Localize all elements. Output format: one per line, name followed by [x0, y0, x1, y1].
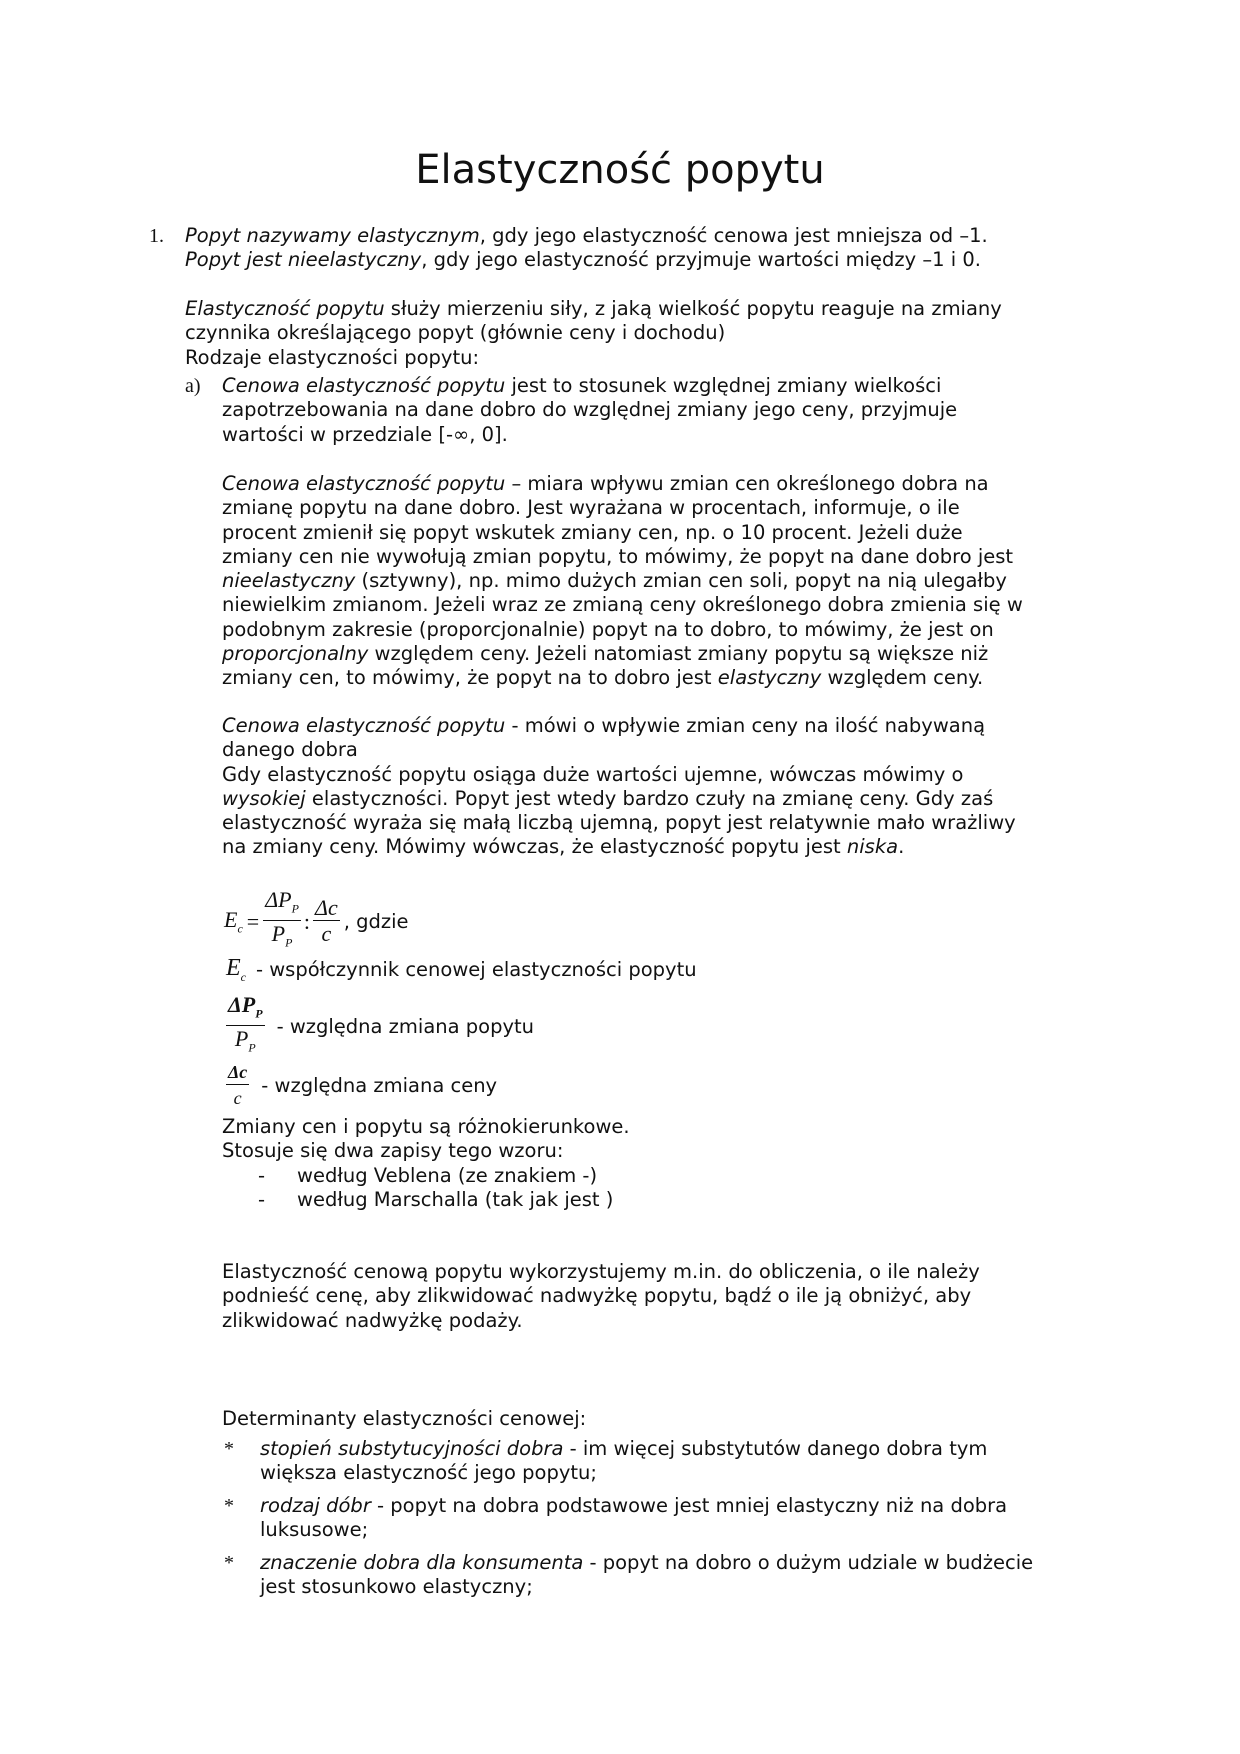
- text-line: [260, 1575, 1033, 1599]
- price-elasticity-definition: [222, 374, 957, 447]
- text-line: [222, 1284, 980, 1308]
- text-run: Elastyczność cenową popytu wykorzystujemy m.in. do obliczenia, o ile należy: [222, 1260, 980, 1283]
- text-run: większa elastyczność jego popytu;: [260, 1461, 597, 1485]
- measure-paragraph: [222, 472, 1023, 691]
- emphasized-text: Popyt jest nieelastyczny: [185, 248, 422, 272]
- text-run: niewielkim zmianom. Jeżeli wraz ze zmianą ceny określonego dobra zmienia się w: [222, 593, 1023, 617]
- emphasized-text: znaczenie dobra dla konsumenta: [260, 1551, 584, 1574]
- subscript-c: c: [237, 921, 243, 936]
- usage-paragraph: [222, 1260, 980, 1333]
- text-line: [222, 666, 1023, 690]
- equals-sign: =: [246, 908, 260, 934]
- text-line: [222, 618, 1023, 642]
- text-line: [260, 1494, 1007, 1518]
- dash-marker: -: [258, 1164, 266, 1187]
- bullet-item: [260, 1437, 987, 1486]
- text-line: [260, 1461, 987, 1485]
- dash-item: [258, 1188, 613, 1212]
- text-run: zlikwidować nadwyżkę podaży.: [222, 1308, 523, 1332]
- emphasized-text: Popyt nazywamy elastycznym: [185, 224, 480, 247]
- delta-c: Δc: [315, 895, 338, 921]
- emphasized-text: stopień substytucyjności dobra: [260, 1437, 564, 1460]
- emphasized-text: Elastyczność popytu: [185, 297, 385, 320]
- emphasized-text: Cenowa elastyczność popytu: [222, 714, 506, 737]
- delta-p: ΔP: [228, 992, 256, 1017]
- emphasized-text: proporcjonalny: [222, 642, 369, 666]
- text-run: zmiany cen, to mówimy, że popyt na to dobro jest: [222, 666, 718, 690]
- colon: :: [303, 908, 311, 934]
- bullet-marker: *: [224, 1438, 234, 1460]
- text-line: [222, 642, 1023, 666]
- bullet-marker: *: [224, 1552, 234, 1574]
- text-run: zmiany cen nie wywołują zmian popytu, to mówimy, że popyt na dane dobro jest: [222, 544, 1014, 568]
- text-line: [222, 472, 1023, 496]
- text-line: [260, 1437, 987, 1461]
- list-number: 1.: [149, 225, 164, 247]
- text-line: [222, 787, 1016, 811]
- text-line: [222, 1115, 630, 1139]
- text-run: służy mierzeniu siły, z jaką wielkość popytu reaguje na zmiany: [384, 297, 1002, 320]
- text-run: względem ceny.: [821, 666, 984, 690]
- text-line: [185, 248, 988, 272]
- text-line: [222, 1139, 630, 1163]
- symbol-e: E: [224, 907, 238, 933]
- text-run: - im więcej substytutów danego dobra tym: [563, 1437, 988, 1460]
- p: P: [234, 1026, 249, 1052]
- text-line: [185, 224, 988, 248]
- c: c: [233, 1088, 242, 1108]
- intro-paragraph: [185, 297, 1002, 370]
- text-line: [260, 1551, 1033, 1575]
- direction-paragraph: [222, 1115, 630, 1164]
- bullet-marker: *: [224, 1495, 234, 1517]
- formula-e: [224, 907, 243, 936]
- text-line: [222, 738, 1016, 762]
- text-run: zmianę popytu na dane dobro. Jest wyrażana w procentach, informuje, o ile: [222, 496, 960, 520]
- heading-text: Determinanty elastyczności cenowej:: [222, 1407, 587, 1430]
- fraction-price: [313, 896, 340, 947]
- legend-price: [226, 1060, 497, 1111]
- text-run: Gdy elastyczność popytu osiąga duże wartości ujemne, wówczas mówimy o: [222, 762, 964, 786]
- text-run: - mówi o wpływie zmian ceny na ilość nabywaną: [505, 714, 986, 737]
- legend-demand: [226, 993, 534, 1061]
- text-line: [222, 811, 1016, 835]
- text-run: - popyt na dobra podstawowe jest mniej elastyczny niż na dobra: [370, 1494, 1008, 1517]
- emphasized-text: rodzaj dóbr: [260, 1494, 371, 1517]
- text-run: (sztywny), np. mimo dużych zmian cen soli, popyt na nią ulegałby: [355, 569, 1007, 593]
- determinants-heading: [222, 1407, 586, 1431]
- text-line: [185, 346, 1002, 370]
- text-line: [222, 398, 957, 422]
- text-line: [185, 321, 1002, 345]
- text-run: elastyczności. Popyt jest wtedy bardzo czuły na zmianę ceny. Gdy zaś: [305, 786, 994, 810]
- elasticity-formula: [224, 888, 409, 956]
- text-run: względem ceny. Jeżeli natomiast zmiany popytu są większe niż: [368, 642, 989, 666]
- subscript-p: P: [248, 1040, 256, 1055]
- legend-text: - względna zmiana popytu: [276, 1015, 535, 1039]
- fraction-demand: [263, 888, 301, 956]
- text-line: [222, 1260, 980, 1284]
- subscript-c: c: [240, 969, 246, 984]
- text-line: [222, 835, 1016, 859]
- delta-p: ΔP: [265, 887, 292, 912]
- text-run: Zmiany cen i popytu są różnokierunkowe.: [222, 1115, 630, 1138]
- text-run: , gdy jego elastyczność cenowa jest mniejsza od –1.: [479, 224, 988, 247]
- text-line: [185, 297, 1002, 321]
- emphasized-text: Cenowa elastyczność popytu: [222, 472, 506, 495]
- text-run: – miara wpływu zmian cen określonego dobra na: [505, 472, 989, 495]
- text-run: podnieść cenę, aby zlikwidować nadwyżkę popytu, bądź o ile ją obniżyć, aby: [222, 1284, 972, 1308]
- text-run: jest stosunkowo elastyczny;: [260, 1575, 533, 1599]
- text-run: zapotrzebowania na dane dobro do względnej zmiany jego ceny, przyjmuje: [222, 398, 958, 422]
- dash-text: według Veblena (ze znakiem -): [297, 1164, 598, 1187]
- text-run: , gdy jego elastyczność przyjmuje wartości między –1 i 0.: [421, 248, 981, 272]
- emphasized-text: elastyczny: [717, 666, 822, 690]
- text-line: [222, 374, 957, 398]
- emphasized-text: Cenowa elastyczność popytu: [222, 374, 506, 397]
- subscript-p: P: [285, 935, 293, 950]
- formula-gdzie: , gdzie: [343, 910, 409, 934]
- text-line: [222, 569, 1023, 593]
- text-run: wartości w przedziale [-∞, 0].: [222, 422, 508, 446]
- page-title: Elastyczność popytu: [415, 147, 825, 193]
- text-run: na zmiany ceny. Mówimy wówczas, że elastyczność popytu jest: [222, 835, 847, 859]
- bullet-item: [260, 1494, 1007, 1543]
- effect-paragraph: [222, 714, 1016, 860]
- text-run: jest to stosunek względnej zmiany wielkości: [505, 374, 942, 397]
- symbol-e: E: [226, 955, 241, 981]
- bullet-item: [260, 1551, 1033, 1600]
- text-run: luksusowe;: [260, 1518, 369, 1542]
- emphasized-text: nieelastyczny: [222, 569, 356, 593]
- text-line: [222, 763, 1016, 787]
- text-run: czynnika określającego popyt (głównie ceny i dochodu): [185, 321, 726, 345]
- definition-paragraph: [185, 224, 988, 273]
- text-run: procent zmienił się popyt wskutek zmiany cen, np. o 10 procent. Jeżeli duże: [222, 520, 963, 544]
- text-line: [222, 593, 1023, 617]
- p: P: [271, 921, 286, 947]
- text-line: [222, 423, 957, 447]
- text-run: elastyczność wyraża się małą liczbą ujemną, popyt jest relatywnie mało wrażliwy: [222, 811, 1016, 835]
- text-line: [222, 714, 1016, 738]
- text-line: [222, 1309, 980, 1333]
- text-line: [260, 1518, 1007, 1542]
- dash-list: [258, 1164, 613, 1213]
- subscript-p: P: [255, 1006, 263, 1021]
- dash-marker: -: [258, 1188, 266, 1212]
- legend-ec: [226, 955, 697, 985]
- c: c: [321, 921, 332, 947]
- legend-text: - współczynnik cenowej elastyczności popytu: [256, 958, 697, 982]
- emphasized-text: wysokiej: [222, 786, 306, 810]
- text-run: danego dobra: [222, 738, 358, 762]
- text-run: podobnym zakresie (proporcjonalnie) popyt na to dobro, to mówimy, że jest on: [222, 617, 994, 641]
- dash-text: według Marschalla (tak jak jest ): [297, 1188, 614, 1212]
- text-run: - popyt na dobro o dużym udziale w budżecie: [583, 1551, 1034, 1574]
- text-line: [222, 545, 1023, 569]
- text-run: Rodzaje elastyczności popytu:: [185, 345, 480, 369]
- list-letter: a): [185, 375, 201, 397]
- legend-text: - względna zmiana ceny: [261, 1074, 498, 1097]
- text-run: .: [898, 835, 905, 859]
- subscript-p: P: [291, 901, 299, 916]
- text-line: [222, 521, 1023, 545]
- dash-item: [258, 1164, 613, 1188]
- emphasized-text: niska: [846, 835, 899, 859]
- delta-c: Δc: [226, 1060, 249, 1085]
- text-line: [222, 496, 1023, 520]
- text-run: Stosuje się dwa zapisy tego wzoru:: [222, 1139, 564, 1163]
